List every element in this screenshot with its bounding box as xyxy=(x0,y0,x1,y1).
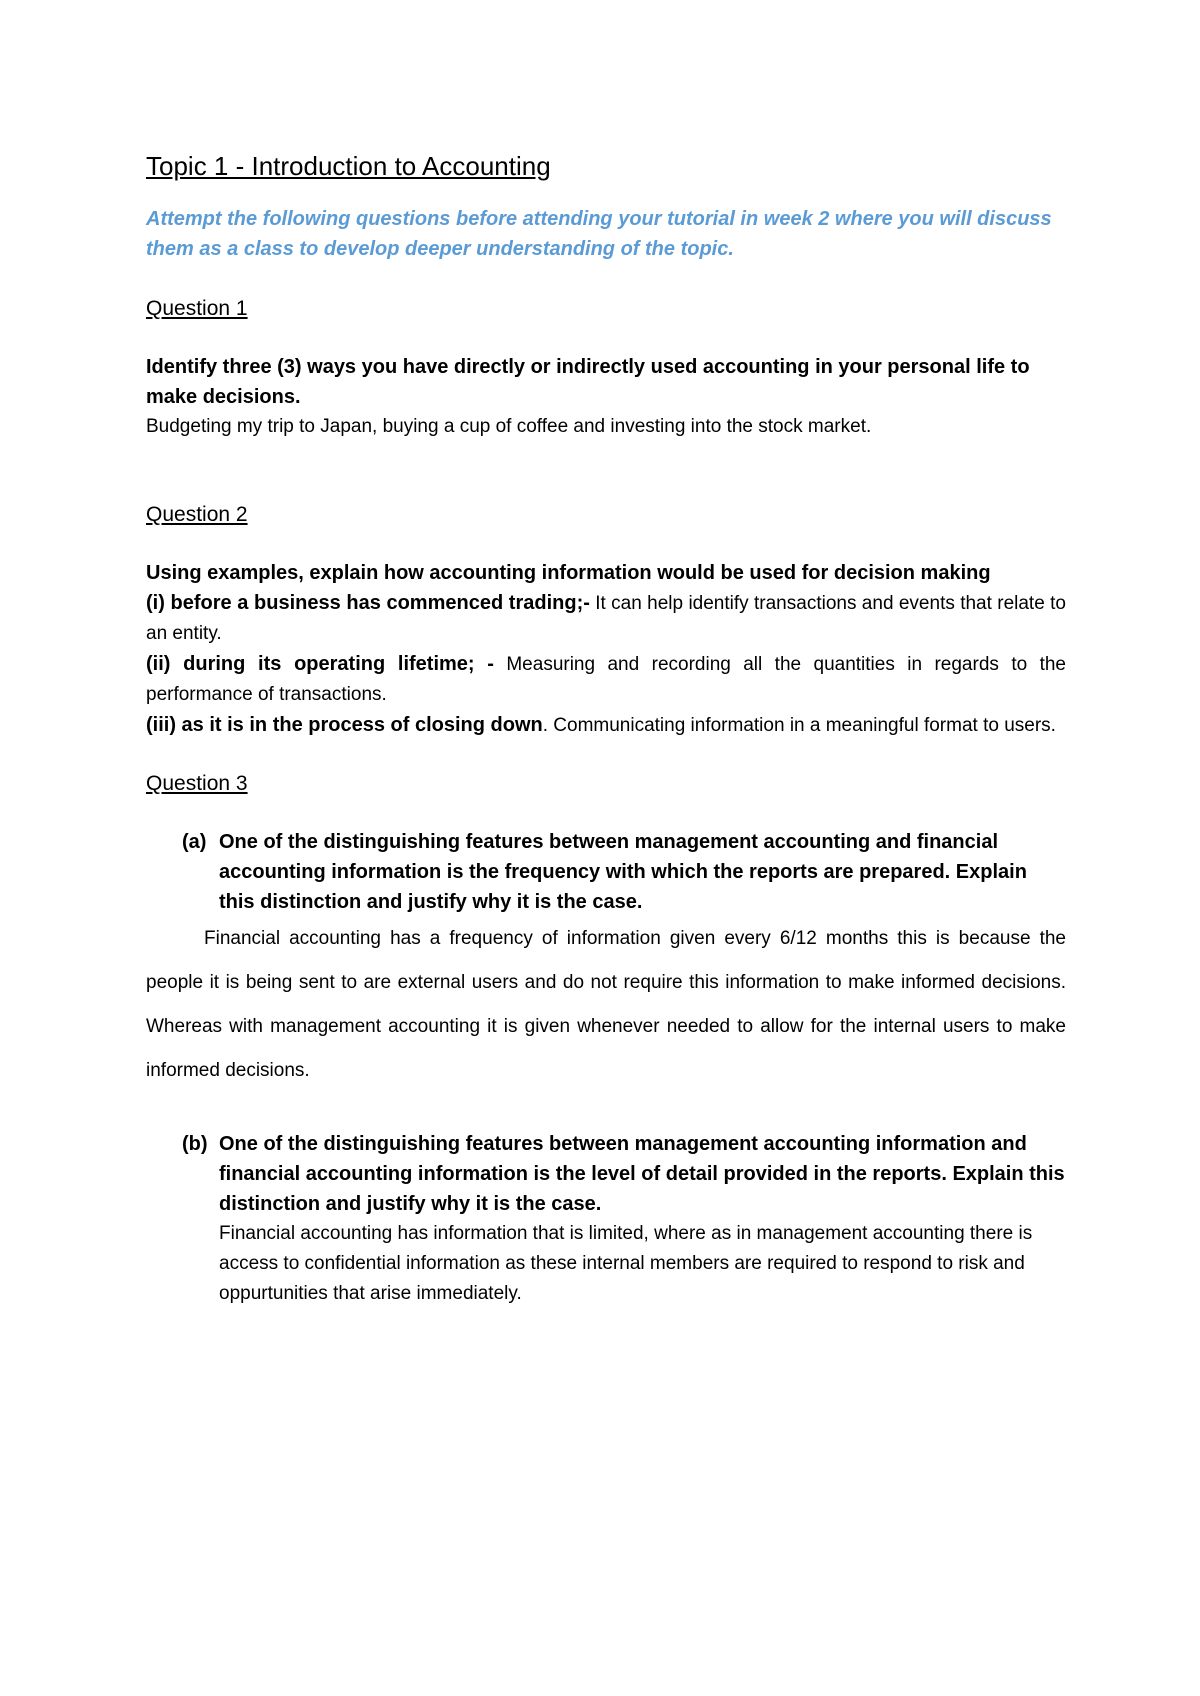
question-3a xyxy=(146,827,1066,917)
question-2-part-ii-label: (ii) during its operating lifetime; - xyxy=(146,653,494,675)
question-2-part-ii-answer: Measuring and recording all the quantities in regards to the performance of transactions. xyxy=(146,654,1066,705)
question-2-part-iii-answer: . Communicating information in a meaningful format to users. xyxy=(542,715,1056,736)
question-3a-prompt: One of the distinguishing features between management accounting and financial accounting information is the frequency with which the reports are prepared. Explain this distinction and justify why it is the case. xyxy=(219,831,1027,913)
document-content xyxy=(146,148,1066,1309)
document-title: Topic 1 - Introduction to Accounting xyxy=(146,151,551,181)
question-2-part-iii xyxy=(146,710,1066,741)
question-3b-label: (b) xyxy=(182,1133,208,1155)
question-2-part-ii xyxy=(146,649,1066,710)
question-1-heading: Question 1 xyxy=(146,297,248,320)
question-2-prompt: Using examples, explain how accounting information would be used for decision making xyxy=(146,562,991,584)
question-3b xyxy=(146,1129,1066,1309)
question-3b-answer: Financial accounting has information that is limited, where as in management accounting there is access to confidential information as these internal members are required to respond to risk and oppurtunities that arise immediately. xyxy=(219,1223,1033,1304)
question-2-part-i xyxy=(146,588,1066,649)
question-2-part-i-answer: It can help identify transactions and events that relate to an entity. xyxy=(146,593,1066,644)
question-1-prompt: Identify three (3) ways you have directly or indirectly used accounting in your personal life to make decisions. xyxy=(146,356,1030,408)
instructions-text: Attempt the following questions before attending your tutorial in week 2 where you will discuss them as a class to develop deeper understanding of the topic. xyxy=(146,208,1052,260)
question-2-part-iii-label: (iii) as it is in the process of closing down xyxy=(146,714,543,736)
question-2-heading: Question 2 xyxy=(146,503,248,526)
question-1-answer: Budgeting my trip to Japan, buying a cup of coffee and investing into the stock market. xyxy=(146,416,872,437)
question-3a-answer: Financial accounting has a frequency of information given every 6/12 months this is because the people it is being sent to are external users and do not require this information to make informed decisions. Whereas with management accounting it is given whenever needed to allow for the internal users to make informed decisions. xyxy=(146,928,1066,1081)
question-3-heading: Question 3 xyxy=(146,772,248,795)
question-2-part-i-label: (i) before a business has commenced trading;- xyxy=(146,592,590,614)
question-3a-label: (a) xyxy=(182,831,207,853)
question-3b-prompt: One of the distinguishing features between management accounting information and financial accounting information is the level of detail provided in the reports. Explain this distinction and justify why it is the case. xyxy=(219,1133,1065,1215)
